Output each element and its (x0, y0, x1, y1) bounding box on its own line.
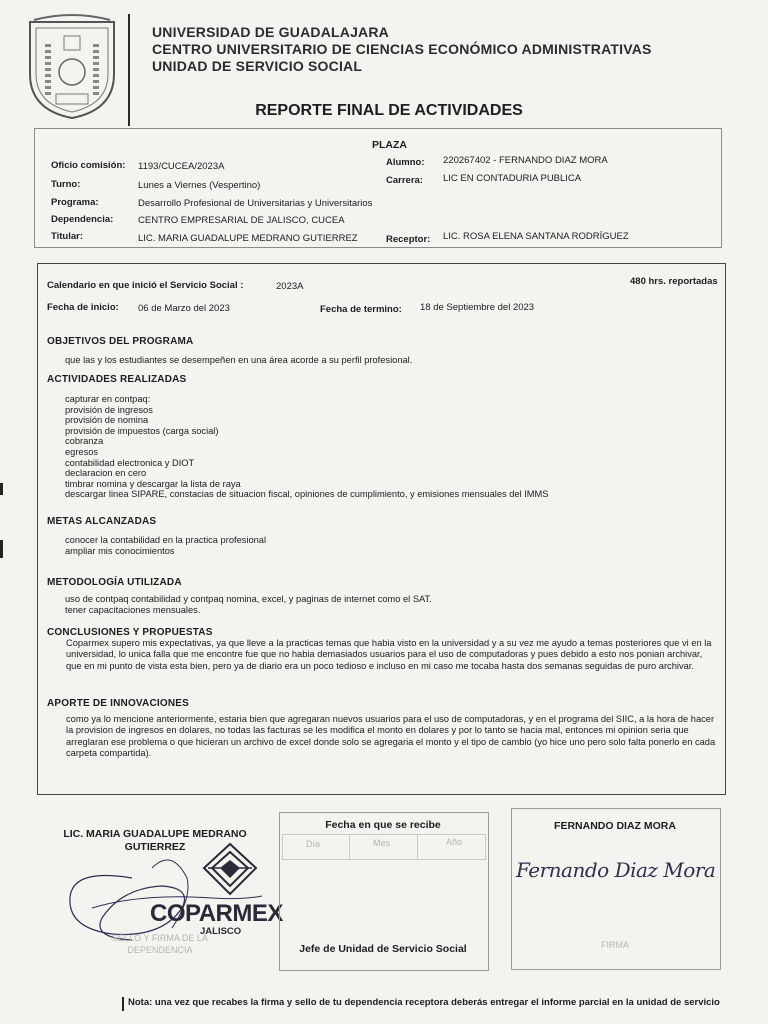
header-center: CENTRO UNIVERSITARIO DE CIENCIAS ECONÓMICO ADMINISTRATIVAS (152, 41, 652, 57)
anio-label: Año (446, 837, 463, 847)
dependencia-label: Dependencia: (51, 214, 114, 225)
objetivos-heading: OBJETIVOS DEL PROGRAMA (47, 336, 194, 347)
firma-label: FIRMA (601, 940, 629, 950)
carrera-label: Carrera: (386, 175, 423, 186)
note-label: Nota: (128, 997, 153, 1008)
jefe-unidad-label: Jefe de Unidad de Servicio Social (299, 943, 467, 955)
aporte-text: como ya lo mencione anteriormente, estaria bien que agregaran nuevos usuarios para el uso de computadoras, y en el programa del SIIC, a la hora de hacer la provision de ingresos en dolares, no todas las facturas se les modifica el monto en dolares y por lo tanto se hacia mal, entonces mi opinion seria que arreglaran ese problema o que hicieran un archivo de excel donde solo se agregaria el monto y el tipo de cambio (yo hice uno pero solo falta ponerlo en cada carpeta compartida). (66, 714, 716, 759)
programa-value: Desarrollo Profesional de Universitarias y Universitarios (138, 198, 373, 209)
note-text: una vez que recabes la firma y sello de tu dependencia receptora deberás entregar el informe parcial en la unidad de servicio (152, 997, 720, 1008)
plaza-heading: PLAZA (372, 139, 407, 151)
page-title: REPORTE FINAL DE ACTIVIDADES (255, 102, 523, 119)
termino-value: 18 de Septiembre del 2023 (420, 302, 535, 313)
list-item: contabilidad electronica y DIOT (65, 457, 195, 468)
calendario-label: Calendario en que inició el Servicio Social : (47, 280, 244, 291)
list-item: provisión de nomina (65, 415, 149, 426)
alumno-value: 220267402 - FERNANDO DIAZ MORA (443, 155, 608, 166)
list-item: provisión de ingresos (65, 404, 153, 415)
list-item: cobranza (65, 436, 104, 447)
conclusiones-heading: CONCLUSIONES Y PROPUESTAS (47, 627, 213, 638)
titular-signature-name: LIC. MARIA GUADALUPE MEDRANO GUTIERREZ (63, 828, 247, 853)
metas-list (65, 535, 705, 556)
titular-value: LIC. MARIA GUADALUPE MEDRANO GUTIERREZ (138, 233, 358, 244)
list-item: provisión de impuestos (carga social) (65, 425, 219, 436)
turno-label: Turno: (51, 179, 81, 190)
hours-reported: 480 hrs. reportadas (630, 276, 718, 287)
inicio-label: Fecha de inicio: (47, 302, 119, 313)
coparmex-stamp: COPARMEX (150, 900, 283, 927)
edge-mark (0, 483, 3, 495)
metodologia-list (65, 594, 705, 615)
coparmex-jalisco: JALISCO (200, 926, 242, 937)
alumno-label: Alumno: (386, 157, 425, 168)
metas-heading: METAS ALCANZADAS (47, 516, 157, 527)
calendario-value: 2023A (276, 281, 304, 292)
list-item: egresos (65, 446, 99, 457)
mes-label: Mes (373, 838, 391, 848)
actividades-heading: ACTIVIDADES REALIZADAS (47, 374, 187, 385)
carrera-value: LIC EN CONTADURIA PUBLICA (443, 173, 582, 184)
footer-note (128, 997, 720, 1008)
header-university: UNIVERSIDAD DE GUADALAJARA (152, 24, 389, 40)
student-handwritten-signature: Fernando Diaz Mora (516, 858, 716, 882)
fecha-recibe-heading: Fecha en que se recibe (325, 819, 441, 831)
receptor-label: Receptor: (386, 234, 431, 245)
receptor-value: LIC. ROSA ELENA SANTANA RODRÍGUEZ (443, 231, 629, 242)
dependencia-value: CENTRO EMPRESARIAL DE JALISCO, CUCEA (138, 215, 345, 226)
dia-label: Día (306, 839, 321, 849)
metodologia-heading: METODOLOGÍA UTILIZADA (47, 577, 182, 588)
oficio-label: Oficio comisión: (51, 160, 126, 171)
list-item: timbrar nomina y descargar la lista de raya (65, 478, 241, 489)
list-item: uso de contpaq contabilidad y contpaq nomina, excel, y paginas de internet como el SAT. (65, 594, 432, 604)
list-item: tener capacitaciones mensuales. (65, 604, 201, 615)
programa-label: Programa: (51, 197, 99, 208)
list-item: conocer la contabilidad en la practica profesional (65, 535, 267, 545)
turno-value: Lunes a Viernes (Vespertino) (138, 180, 261, 191)
titular-label: Titular: (51, 231, 84, 242)
student-name: FERNANDO DIAZ MORA (554, 820, 676, 832)
aporte-heading: APORTE DE INNOVACIONES (47, 698, 190, 709)
sello-firma-label: SELLO Y FIRMA DE LA DEPENDENCIA (112, 933, 208, 955)
inicio-value: 06 de Marzo del 2023 (138, 303, 230, 314)
termino-label: Fecha de termino: (320, 304, 402, 315)
list-item: declaracion en cero (65, 468, 147, 479)
objetivos-text: que las y los estudiantes se desempeñen en una área acorde a su perfil profesional. (65, 355, 413, 365)
coparmex-logo (200, 840, 260, 898)
list-item: descargar linea SIPARE, constacias de situacion fiscal, opiniones de cumplimiento, y emisiones mensuales del IMMS (65, 489, 549, 500)
oficio-value: 1193/CUCEA/2023A (138, 161, 225, 172)
header-unit: UNIDAD DE SERVICIO SOCIAL (152, 58, 363, 74)
actividades-list (65, 394, 705, 500)
conclusiones-text: Coparmex supero mis expectativas, ya que lleve a la practicas temas que habia visto en la universidad y a su vez me ayudo a temas posteriores que vi en la universidad, lo unica falla que me encontre fue que no habia demasiados usuarios para el uso de computadoras y pues debido a esto nos ponian archivar, que en mi punto de vista esta bien, pero ya de diario era un poco tedioso e incluso en mi caso me tocaba hasta dos semanas seguidas de puro archivar. (66, 638, 712, 671)
list-item: capturar en contpaq: (65, 394, 151, 404)
edge-mark (0, 540, 3, 558)
list-item: ampliar mis conocimientos (65, 545, 175, 556)
